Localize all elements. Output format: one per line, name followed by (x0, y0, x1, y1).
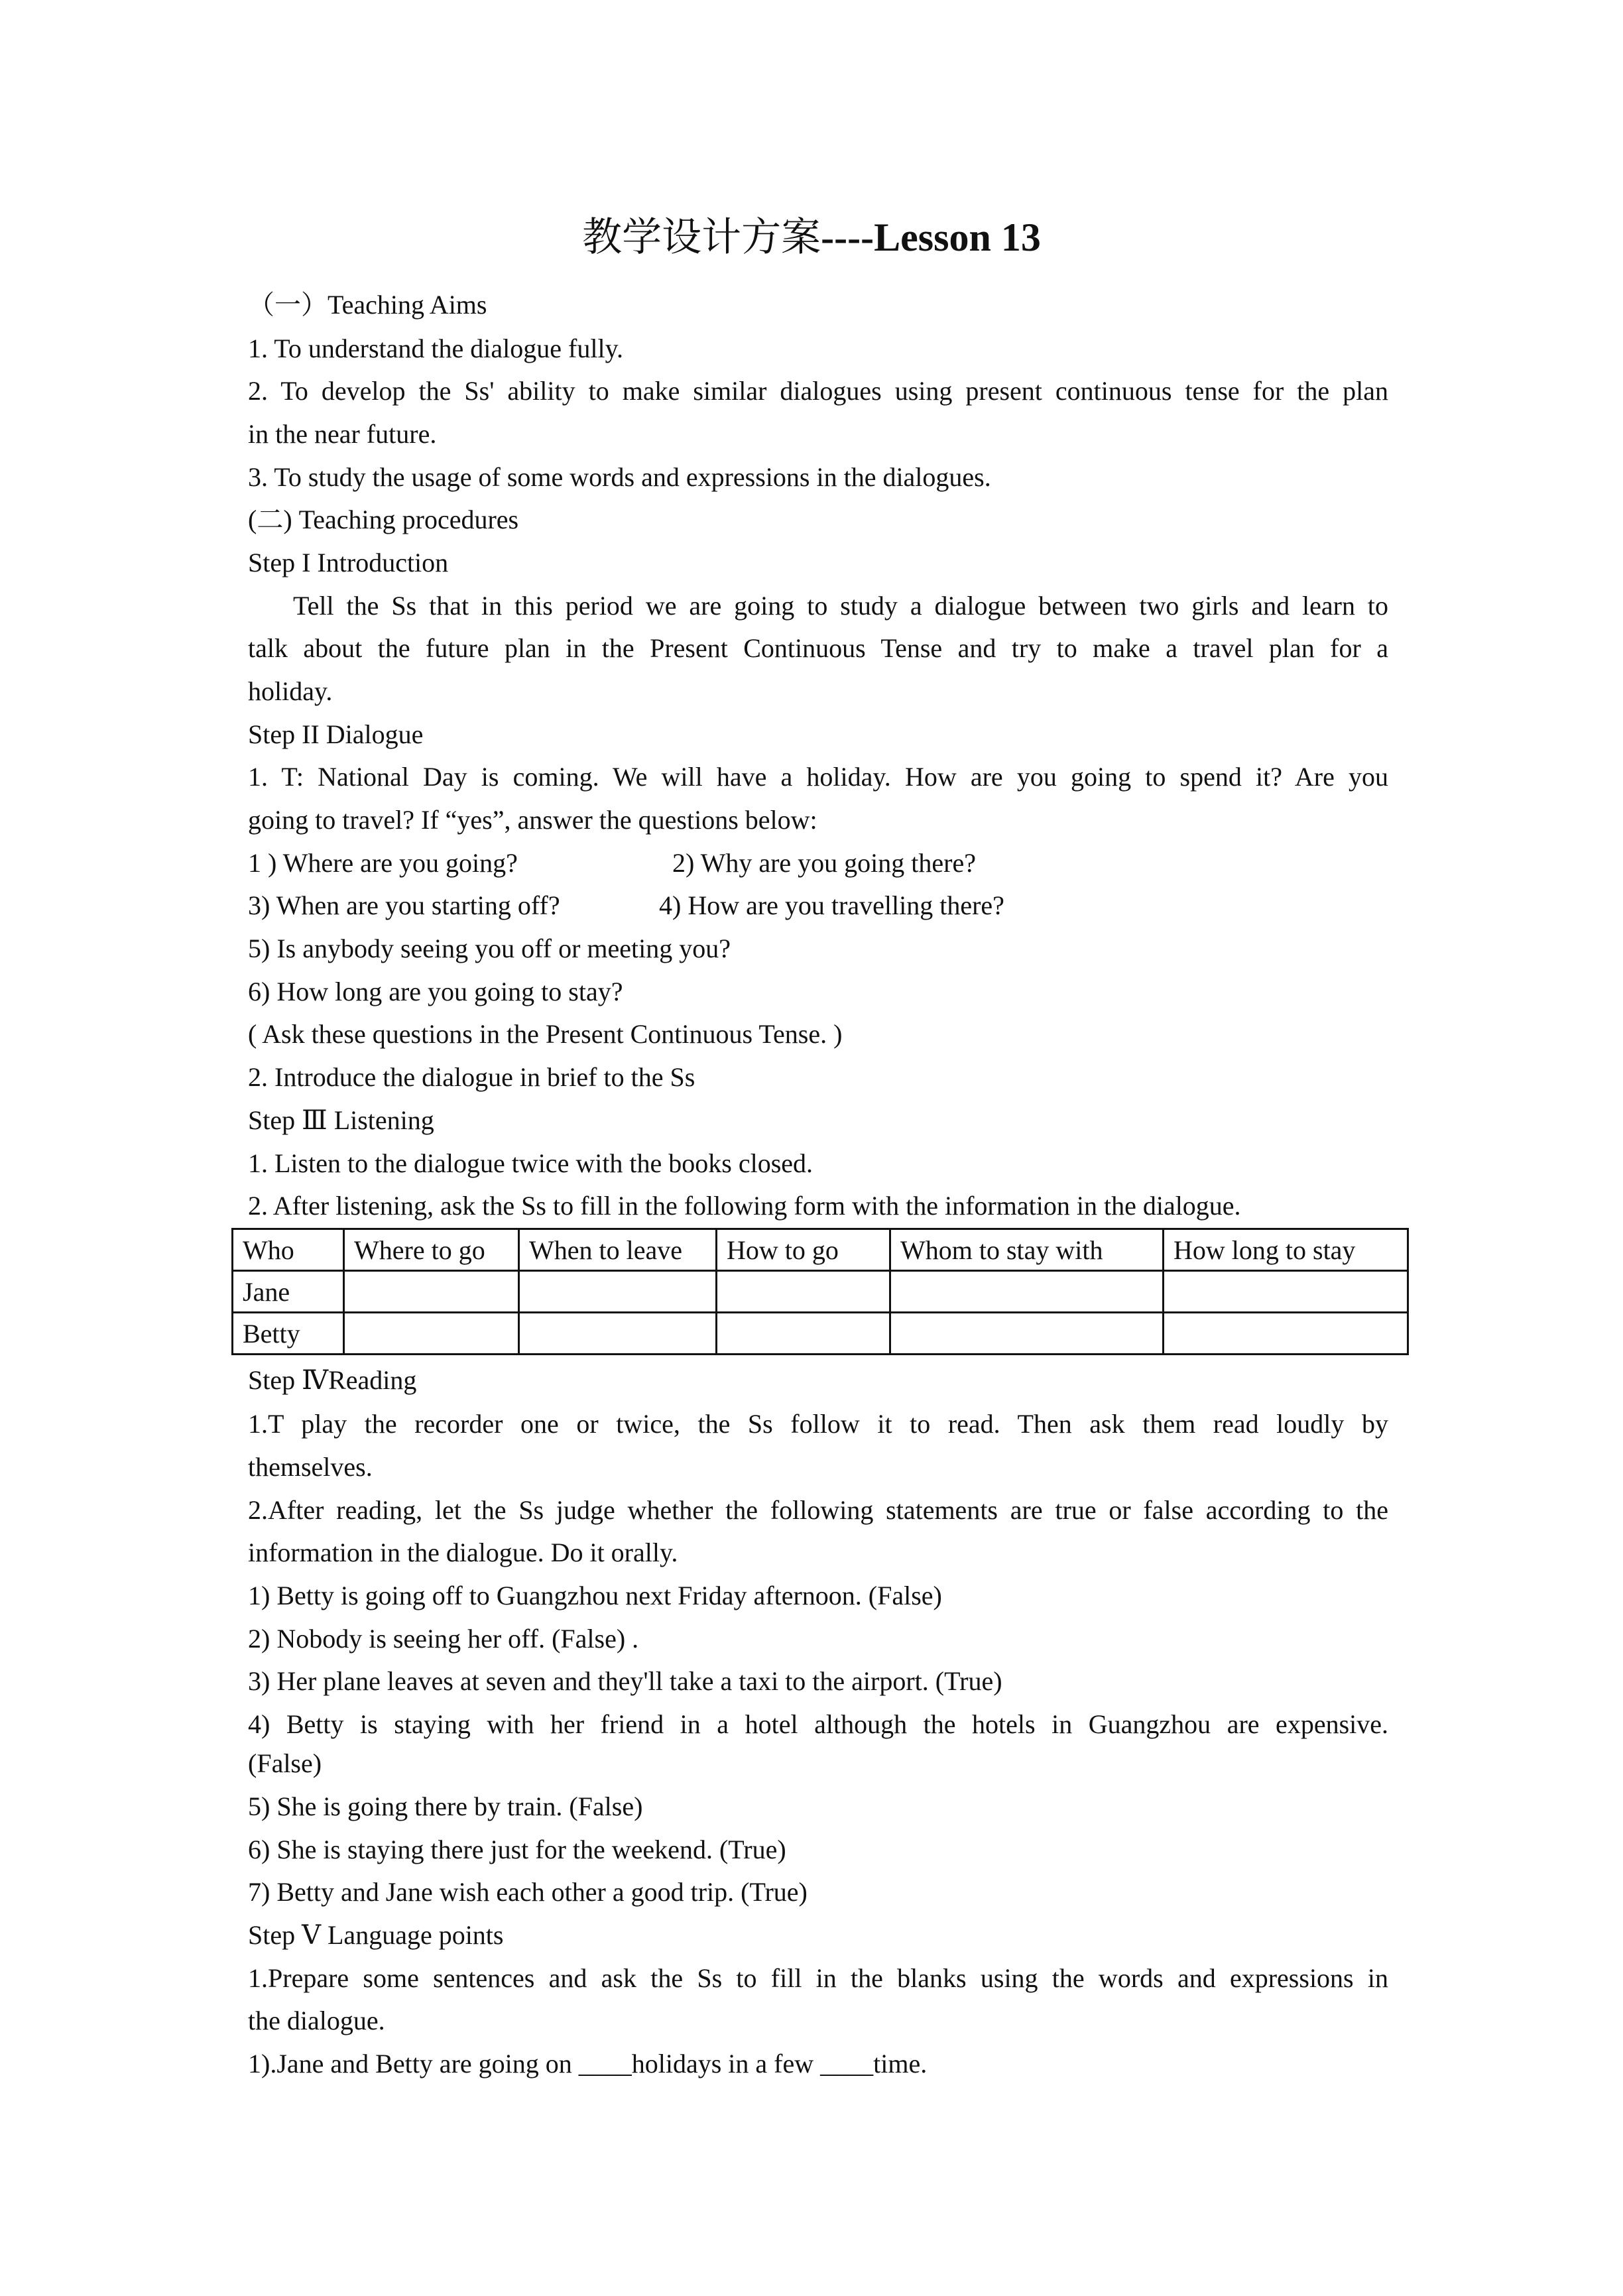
step-4-item-1-line-1: 1.T play the recorder one or twice, the Ss follow it to read. Then ask them read loudly by (248, 1409, 1388, 1439)
table-cell (1164, 1313, 1408, 1355)
table-header-row (233, 1229, 1408, 1271)
statement-3: 3) Her plane leaves at seven and they'll take a taxi to the airport. (True) (248, 1666, 1002, 1696)
step-4-item-2-line-2: information in the dialogue. Do it orally. (248, 1538, 678, 1567)
question-6: 6) How long are you going to stay? (248, 977, 623, 1006)
statement-1: 1) Betty is going off to Guangzhou next Friday afternoon. (False) (248, 1581, 942, 1610)
statement-4-line-2: (False) (248, 1748, 322, 1778)
table-cell: Jane (233, 1271, 344, 1313)
statement-5: 5) She is going there by train. (False) (248, 1791, 643, 1821)
step-5-exercise-1: 1).Jane and Betty are going on ____holidays in a few ____time. (248, 2049, 928, 2079)
step-1-paragraph-line-1: Tell the Ss that in this period we are going to study a dialogue between two girls and learn to (293, 591, 1388, 621)
statement-6: 6) She is staying there just for the weekend. (True) (248, 1835, 786, 1864)
step-5-item-1-line-2: the dialogue. (248, 2006, 385, 2035)
aim-3: 3. To study the usage of some words and expressions in the dialogues. (248, 462, 991, 492)
table-header-cell: How to go (717, 1229, 890, 1271)
table-cell (519, 1313, 717, 1355)
title-chinese: 教学设计方案 (582, 215, 821, 259)
question-4: 4) How are you travelling there? (659, 890, 1004, 920)
page-title (0, 211, 1623, 264)
table-header-cell: How long to stay (1164, 1229, 1408, 1271)
procedures-heading: (二) Teaching procedures (248, 505, 519, 534)
table-cell (717, 1313, 890, 1355)
step-2-item-1-line-2: going to travel? If “yes”, answer the questions below: (248, 805, 817, 835)
step-1-heading: Step I Introduction (248, 548, 449, 577)
step-2-item-1-line-1: 1. T: National Day is coming. We will have a holiday. How are you going to spend it? Are you (248, 762, 1388, 792)
step-4-heading: Step ⅣReading (248, 1365, 417, 1395)
step-4-item-2-line-1: 2.After reading, let the Ss judge whether the following statements are true or false according to the (248, 1495, 1388, 1525)
aims-heading: （一）Teaching Aims (248, 290, 487, 320)
statement-4-line-1: 4) Betty is staying with her friend in a hotel although the hotels in Guangzhou are expensive. (248, 1709, 1388, 1739)
table-cell (519, 1271, 717, 1313)
table-cell (890, 1313, 1164, 1355)
step-1-paragraph-line-2: talk about the future plan in the Present Continuous Tense and try to make a travel plan for a (248, 633, 1388, 663)
question-note: ( Ask these questions in the Present Continuous Tense. ) (248, 1019, 843, 1049)
table-cell: Betty (233, 1313, 344, 1355)
step-4-item-1-line-2: themselves. (248, 1452, 373, 1482)
step-5-item-1-line-1: 1.Prepare some sentences and ask the Ss to fill in the blanks using the words and expressions in (248, 1963, 1388, 1993)
step-3-item-2: 2. After listening, ask the Ss to fill in the following form with the information in the dialogue. (248, 1191, 1241, 1221)
information-form-table (231, 1228, 1409, 1355)
step-3-item-1: 1. Listen to the dialogue twice with the books closed. (248, 1148, 813, 1178)
table-cell (344, 1271, 519, 1313)
step-2-item-2: 2. Introduce the dialogue in brief to the Ss (248, 1062, 695, 1092)
table-cell (890, 1271, 1164, 1313)
question-3: 3) When are you starting off? (248, 890, 560, 920)
step-2-heading: Step II Dialogue (248, 719, 424, 749)
statement-2: 2) Nobody is seeing her off. (False) . (248, 1624, 639, 1654)
table-header-cell: Who (233, 1229, 344, 1271)
title-lesson: ----Lesson 13 (821, 215, 1041, 259)
table-cell (717, 1271, 890, 1313)
question-2: 2) Why are you going there? (672, 848, 976, 878)
table-row (233, 1271, 1408, 1313)
question-row-1 (248, 847, 1388, 879)
aim-2-line-1: 2. To develop the Ss' ability to make similar dialogues using present continuous tense for the plan (248, 376, 1388, 406)
table-header-cell: When to leave (519, 1229, 717, 1271)
aim-1: 1. To understand the dialogue fully. (248, 333, 623, 363)
step-1-paragraph-line-3: holiday. (248, 676, 333, 706)
table-cell (344, 1313, 519, 1355)
table-cell (1164, 1271, 1408, 1313)
aim-2-line-2: in the near future. (248, 419, 437, 449)
table-header-cell: Where to go (344, 1229, 519, 1271)
question-5: 5) Is anybody seeing you off or meeting you? (248, 934, 731, 963)
table-header-cell: Whom to stay with (890, 1229, 1164, 1271)
step-5-heading: Step Ⅴ Language points (248, 1920, 504, 1950)
step-3-heading: Step Ⅲ Listening (248, 1105, 434, 1135)
table-row (233, 1313, 1408, 1355)
statement-7: 7) Betty and Jane wish each other a good trip. (True) (248, 1877, 808, 1907)
question-row-2 (248, 890, 1388, 922)
question-1: 1 ) Where are you going? (248, 848, 518, 878)
